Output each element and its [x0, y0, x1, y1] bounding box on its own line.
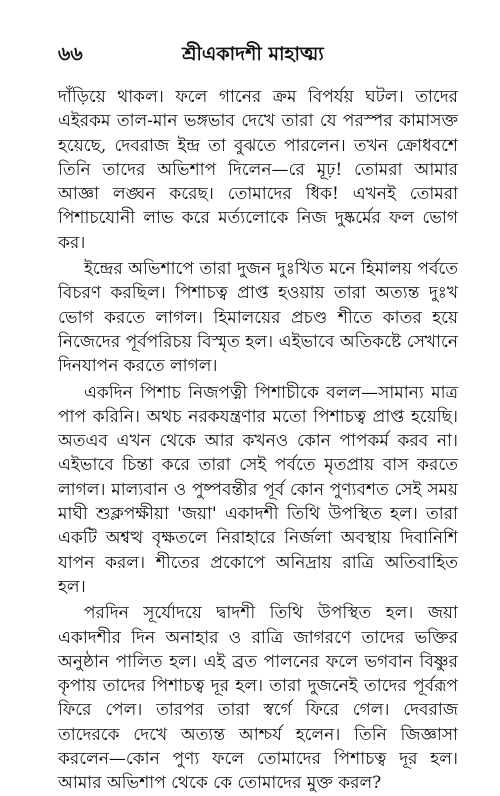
- body-text: [58, 85, 458, 796]
- page-number: ৬৬: [58, 43, 83, 65]
- paragraph-2: ইন্দ্রের অভিশাপে তারা দুজন দুঃখিত মনে হিমালয় পর্বতে বিচরণ করছিল। পিশাচত্ব প্রাপ্ত হওয়ায় তারা অত্যন্ত দুঃখ ভোগ করতে লাগল। হিমালয়ের প্রচণ্ড শীতে কাতর হয়ে নিজেদের পূর্বপরিচয় বিস্মৃত হল। এইভাবে অতিকষ্টে সেখানে দিনযাপন করতে লাগল।: [58, 259, 458, 377]
- paragraph-4: পরদিন সূর্যোদয়ে দ্বাদশী তিথি উপস্থিত হল। জয়া একাদশীর দিন অনাহার ও রাত্রি জাগরণে তাদের ভক্তির অনুষ্ঠান পালিত হল। এই ব্রত পালনের ফলে ভগবান বিষ্ণুর কৃপায় তাদের পিশাচত্ব দূর হল। তারা দুজনেই তাদের পূর্বরূপ ফিরে পেল। তারপর তারা স্বর্গে ফিরে গেল। দেবরাজ তাদেরকে দেখে অত্যন্ত আশ্চর্য হলেন। তিনি জিজ্ঞাসা করলেন—কোন পুণ্য ফলে তোমাদের পিশাচত্ব দূর হল। আমার অভিশাপ থেকে কে তোমাদের মুক্ত করল?: [58, 603, 458, 794]
- paragraph-1: দাঁড়িয়ে থাকল। ফলে গানের ক্রম বিপর্যয় ঘটল। তাদের এইরকম তাল-মান ভঙ্গভাব দেখে তারা যে পরস্পর কামাসক্ত হয়েছে, দেবরাজ ইন্দ্র তা বুঝতে পারলেন। তখন ক্রোধবশে তিনি তাদের অভিশাপ দিলেন—রে মূঢ়! তোমরা আমার আজ্ঞা লঙ্ঘন করেছ। তোমাদের ধিক! এখনই তোমরা পিশাচযোনী লাভ করে মর্ত্যলোকে নিজ দুষ্কর্মের ফল ভোগ কর।: [58, 87, 458, 253]
- running-title: শ্রীএকাদশী মাহাত্ম্য: [182, 43, 324, 65]
- page-header: [58, 40, 448, 68]
- paragraph-3: একদিন পিশাচ নিজপত্নী পিশাচীকে বলল—সামান্য মাত্র পাপ করিনি। অথচ নরকযন্ত্রণার মতো পিশাচত্ব প্রাপ্ত হয়েছি। অতএব এখন থেকে আর কখনও কোন পাপকর্ম করব না। এইভাবে চিন্তা করে তারা সেই পর্বতে মৃতপ্রায় বাস করতে লাগল। মাল্যবান ও পুষ্পবন্তীর পূর্ব কোন পুণ্যবশত সেই সময় মাঘী শুক্লপক্ষীয়া 'জয়া' একাদশী তিথি উপস্থিত হল। তারা একটি অশ্বত্থ বৃক্ষতলে নিরাহারে নির্জলা অবস্থায় দিবানিশি যাপন করল। শীতের প্রকোপে অনিদ্রায় রাত্রি অতিবাহিত হল।: [58, 382, 458, 597]
